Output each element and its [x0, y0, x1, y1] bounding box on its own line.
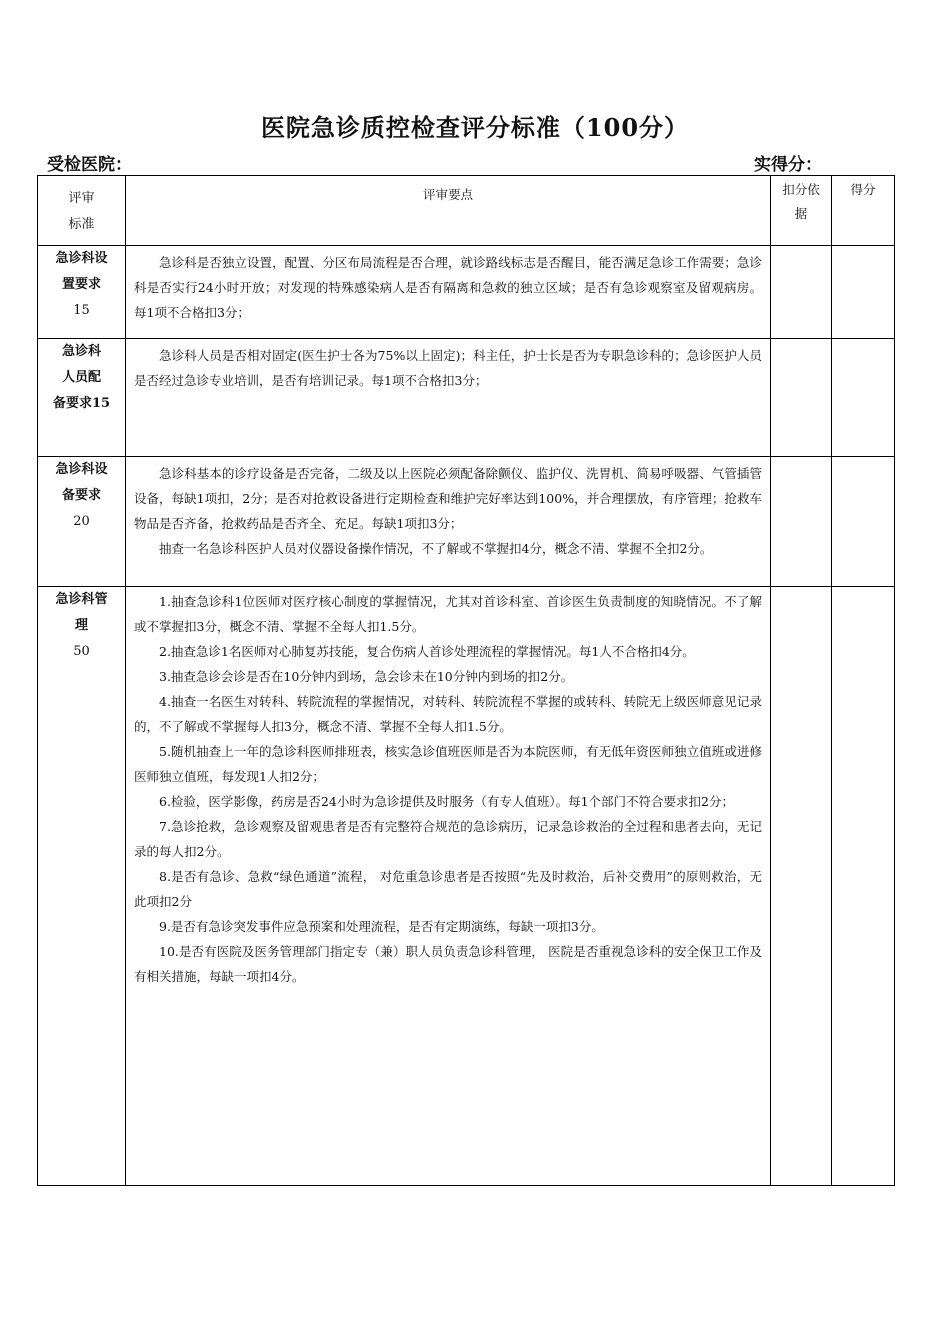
header-deduction-basis	[771, 176, 832, 246]
header-basis-line: 据	[794, 206, 808, 221]
score-cell[interactable]	[832, 587, 895, 1186]
score-cell[interactable]	[832, 457, 895, 587]
point-paragraph: 急诊科人员是否相对固定(医生护士各为75%以上固定)；科主任，护士长是否为专职急诊科的；急诊医护人员是否经过急诊专业培训，是否有培训记录。每1项不合格扣3分；	[134, 348, 762, 388]
table-row	[38, 246, 895, 339]
deduction-basis-cell[interactable]	[771, 457, 832, 587]
point-paragraph: 7.急诊抢救，急诊观察及留观患者是否有完整符合规范的急诊病历，记录急诊救治的全过程和患者去向，无记录的每人扣2分。	[134, 819, 762, 859]
criteria-line: 置要求	[61, 277, 101, 292]
inspected-hospital-label: 受检医院：	[47, 155, 132, 175]
points-cell	[126, 457, 771, 587]
criteria-line: 20	[73, 514, 90, 529]
table-row	[38, 339, 895, 457]
criteria-line: 理	[74, 618, 88, 633]
actual-score-label: 实得分：	[754, 155, 822, 175]
point-paragraph: 6.检验，医学影像，药房是否24小时为急诊提供及时服务（有专人值班）。每1个部门不符合要求扣2分；	[159, 794, 734, 809]
point-paragraph: 8.是否有急诊、急救“绿色通道”流程， 对危重急诊患者是否按照“先及时救治，后补交费用”的原则救治，无此项扣2分	[134, 869, 762, 909]
table-row	[38, 457, 895, 587]
deduction-basis-cell[interactable]	[771, 339, 832, 457]
criteria-cell	[38, 587, 126, 1186]
point-paragraph: 1.抽查急诊科1位医师对医疗核心制度的掌握情况，尤其对首诊科室、首诊医生负责制度的知晓情况。不了解或不掌握扣3分，概念不清、掌握不全每人扣1.5分。	[134, 594, 762, 634]
header-basis-line: 扣分依	[782, 182, 820, 197]
scoring-table	[37, 175, 895, 1186]
criteria-line: 备要求15	[52, 396, 111, 411]
criteria-line: 备要求	[61, 488, 101, 503]
score-cell[interactable]	[832, 246, 895, 339]
criteria-line: 50	[73, 644, 90, 659]
header-criteria-line: 标准	[68, 217, 95, 232]
table-row	[38, 587, 895, 1186]
criteria-cell	[38, 339, 126, 457]
point-paragraph: 3.抽查急诊会诊是否在10分钟内到场，急会诊未在10分钟内到场的扣2分。	[159, 669, 574, 684]
header-row	[38, 176, 895, 246]
header-criteria	[38, 176, 126, 246]
point-paragraph: 10.是否有医院及医务管理部门指定专（兼）职人员负责急诊科管理， 医院是否重视急诊科的安全保卫工作及有相关措施，每缺一项扣4分。	[134, 944, 762, 984]
page-title: 医院急诊质控检查评分标准（100分）	[260, 113, 690, 142]
deduction-basis-cell[interactable]	[771, 246, 832, 339]
deduction-basis-cell[interactable]	[771, 587, 832, 1186]
points-cell	[126, 246, 771, 339]
criteria-line: 急诊科设	[55, 462, 108, 477]
criteria-line: 人员配	[61, 370, 101, 385]
points-cell	[126, 339, 771, 457]
score-cell[interactable]	[832, 339, 895, 457]
point-paragraph: 9.是否有急诊突发事件应急预案和处理流程，是否有定期演练，每缺一项扣3分。	[159, 919, 604, 934]
header-criteria-line: 评审	[68, 191, 95, 206]
criteria-cell	[38, 246, 126, 339]
point-paragraph: 5.随机抽查上一年的急诊科医师排班表，核实急诊值班医师是否为本院医师，有无低年资医师独立值班或进修医师独立值班，每发现1人扣2分；	[134, 744, 762, 784]
header-points: 评审要点	[126, 176, 771, 246]
criteria-cell	[38, 457, 126, 587]
header-score: 得分	[832, 176, 895, 246]
points-cell	[126, 587, 771, 1186]
point-paragraph: 4.抽查一名医生对转科、转院流程的掌握情况，对转科、转院流程不掌握的或转科、转院无上级医师意见记录的，不了解或不掌握每人扣3分，概念不清、掌握不全每人扣1.5分。	[134, 694, 762, 734]
point-paragraph: 急诊科基本的诊疗设备是否完备，二级及以上医院必须配备除颤仪、监护仪、洗胃机、简易呼吸器、气管插管设备，每缺1项扣，2分；是否对抢救设备进行定期检查和维护完好率达到100%，并合理摆放，有序管理；抢救车物品是否齐备，抢救药品是否齐全、充足。每缺1项扣3分；	[134, 466, 762, 531]
criteria-line: 急诊科设	[55, 251, 108, 266]
criteria-line: 急诊科	[61, 344, 101, 359]
point-paragraph: 2.抽查急诊1名医师对心肺复苏技能，复合伤病人首诊处理流程的掌握情况。每1人不合格扣4分。	[159, 644, 695, 659]
point-paragraph: 抽查一名急诊科医护人员对仪器设备操作情况，不了解或不掌握扣4分，概念不清、掌握不全扣2分。	[159, 541, 713, 556]
criteria-line: 急诊科管	[55, 592, 108, 607]
point-paragraph: 急诊科是否独立设置，配置、分区布局流程是否合理，就诊路线标志是否醒目，能否满足急诊工作需要；急诊科是否实行24小时开放；对发现的特殊感染病人是否有隔离和急救的独立区域；是否有急诊观察室及留观病房。每1项不合格扣3分；	[134, 255, 762, 320]
criteria-line: 15	[73, 303, 90, 318]
